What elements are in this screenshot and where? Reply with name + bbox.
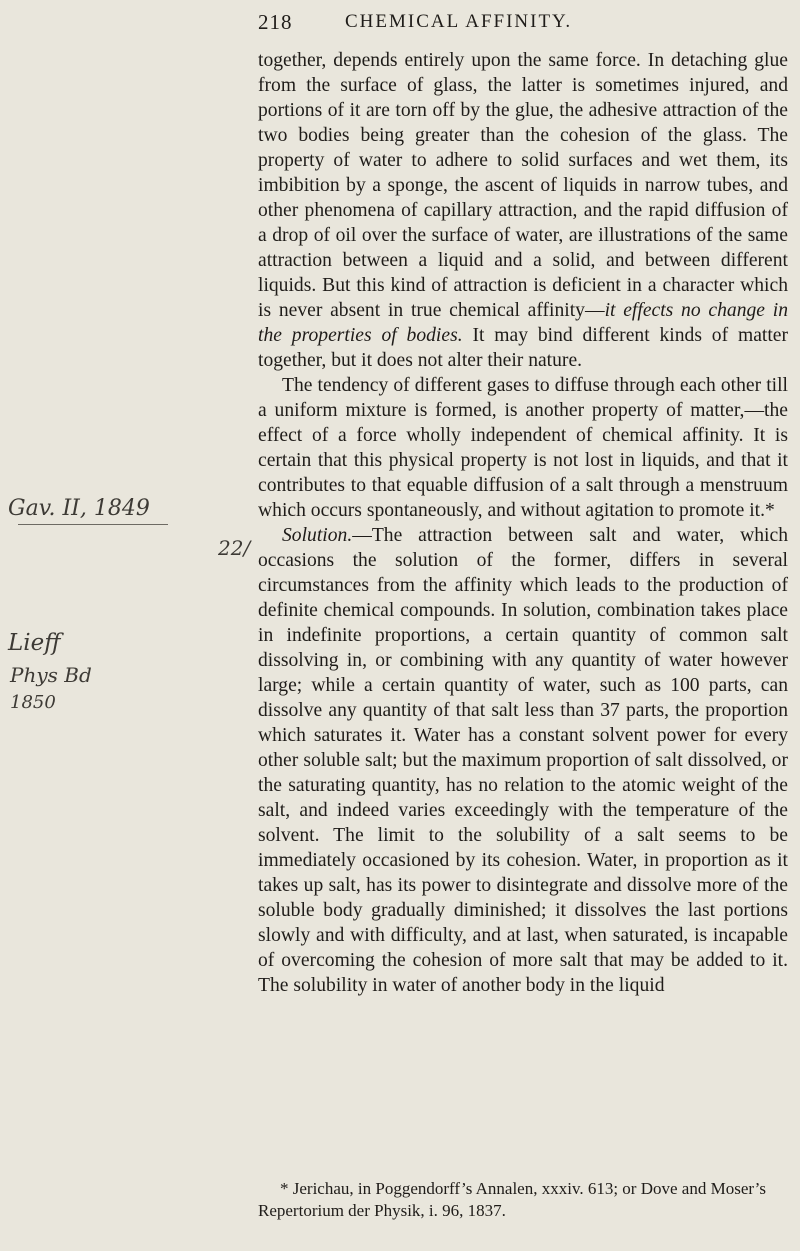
margin-note-4: Phys Bd — [10, 663, 92, 687]
section-heading-solution: Solution. — [282, 525, 353, 546]
paragraph-1-text-b: It may bind different kinds of matter together, but it does not alter their nature. — [258, 325, 789, 371]
paragraph-1-italic: it effects no change in the properties of bodies. — [258, 300, 788, 346]
paragraph-1 — [258, 48, 788, 373]
footnote — [258, 1178, 788, 1222]
paragraph-3 — [258, 523, 788, 998]
paragraph-2-text: The tendency of different gases to diffuse through each other till a uniform mixture is formed, is another property of matter,—the effect of a force wholly independent of chemical affinity. It is certain that this physical property is not lost in liquids, and that it contributes to that equable diffusion of a salt through a menstruum which occurs spontaneously, and without agitation to promote it.* — [258, 375, 788, 521]
paragraph-1-text-a: together, depends entirely upon the same force. In detaching glue from the surface of glass, the latter is sometimes injured, and portions of it are torn off by the glue, the adhesive attraction of the two bodies being greater than the cohesion of the glass. The property of water to adhere to solid surfaces and wet them, its imbibition by a sponge, the ascent of liquids in narrow tubes, and other phenomena of capillary attraction, and the rapid diffusion of a drop of oil over the surface of water, are illustrations of the same attraction between a liquid and a solid, and between different liquids. But this kind of attraction is deficient in a character which is never absent in true chemical affinity— — [258, 50, 788, 321]
margin-note-2: 22/ — [218, 536, 251, 560]
margin-note-3: Lieff — [8, 630, 61, 656]
margin-note-5: 1850 — [10, 692, 56, 713]
margin-note-1: Gav. II, 1849 — [8, 496, 150, 521]
margin-underline — [18, 524, 168, 525]
paragraph-2 — [258, 373, 788, 523]
paragraph-3-text: —The attraction between salt and water, which occasions the solution of the former, differs in several circumstances from the affinity which leads to the production of definite chemical compounds. In solution, combination takes place in indefinite proportions, a certain quantity of common salt dissolving in, or combining with any quantity of water however large; while a certain quantity of water, such as 100 parts, can dissolve any quantity of that salt less than 37 parts, the proportion which saturates it. Water has a constant solvent power for every other soluble salt; but the maximum proportion of salt dissolved, or the saturating quantity, has no relation to the atomic weight of the salt, and indeed varies exceedingly with the temperature of the solvent. The limit to the solubility of a salt seems to be immediately occasioned by its cohesion. Water, in proportion as it takes up salt, has its power to disintegrate and dissolve more of the soluble body gradually diminished; it dissolves the last portions slowly and with difficulty, and at last, when saturated, is incapable of overcoming the cohesion of more salt that may be added to it. The solubility in water of another body in the liquid — [258, 525, 788, 996]
body-text — [258, 48, 788, 998]
running-title: CHEMICAL AFFINITY. — [345, 11, 573, 32]
page-number: 218 — [258, 10, 293, 34]
footnote-text: * Jerichau, in Poggendorff’s Annalen, xxxiv. 613; or Dove and Moser’s Repertorium der Physik, i. 96, 1837. — [258, 1179, 766, 1220]
